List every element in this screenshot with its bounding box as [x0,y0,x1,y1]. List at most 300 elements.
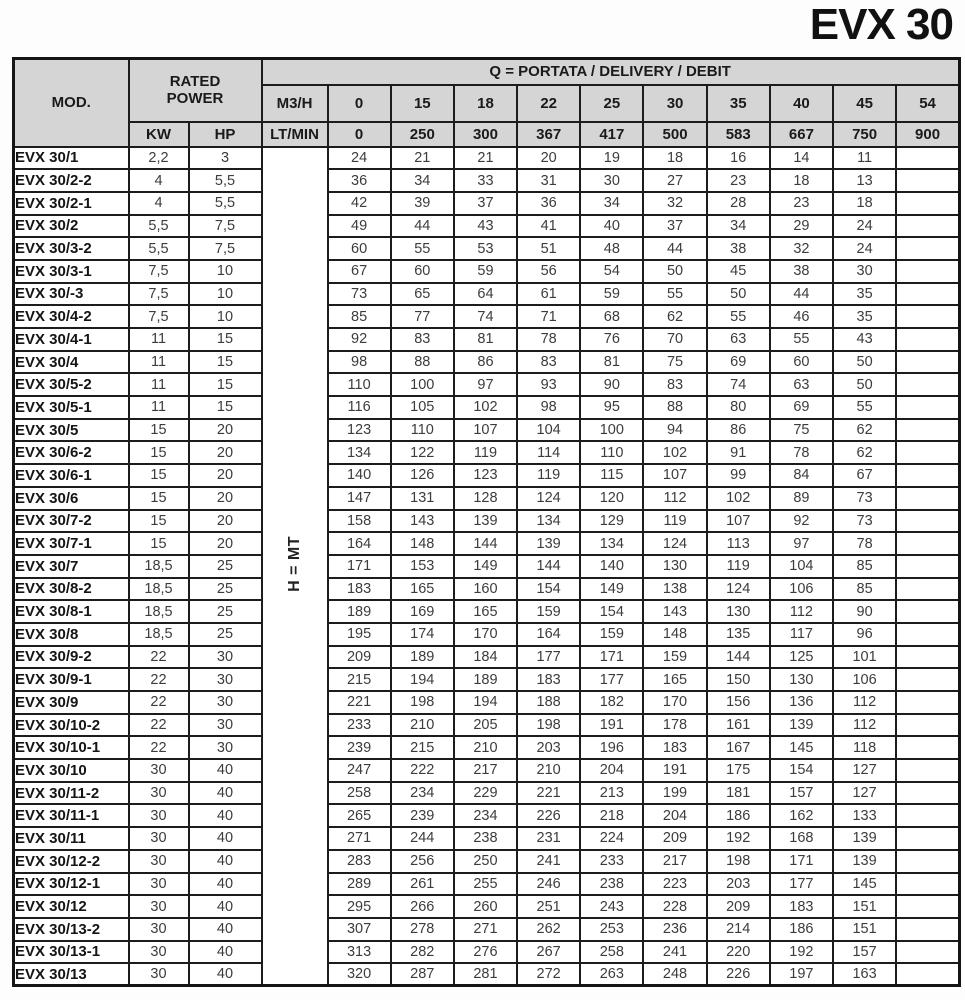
head-value-cell: 34 [391,169,454,192]
q-delivery-header: Q = PORTATA / DELIVERY / DEBIT [262,59,960,85]
head-value-cell: 170 [643,691,706,714]
model-cell: EVX 30/11-2 [14,782,129,805]
head-value-cell: 110 [580,441,643,464]
table-row [14,782,960,805]
head-value-cell: 55 [770,328,833,351]
hp-cell: 30 [189,668,262,691]
head-value-cell: 209 [707,895,770,918]
head-value-cell: 171 [580,646,643,669]
head-value-cell: 204 [643,804,706,827]
head-value-cell: 29 [770,215,833,238]
head-value-cell [896,668,959,691]
head-value-cell: 36 [517,192,580,215]
head-value-cell: 148 [391,532,454,555]
head-value-cell: 64 [454,283,517,306]
hp-cell: 5,5 [189,192,262,215]
head-value-cell: 320 [328,963,391,986]
head-value-cell: 130 [643,555,706,578]
hp-cell: 7,5 [189,215,262,238]
hp-cell: 30 [189,691,262,714]
head-value-cell: 27 [643,169,706,192]
model-cell: EVX 30/-3 [14,283,129,306]
table-row [14,464,960,487]
head-value-cell: 95 [580,396,643,419]
model-cell: EVX 30/3-1 [14,260,129,283]
head-value-cell: 37 [643,215,706,238]
head-value-cell: 119 [517,464,580,487]
head-value-cell: 48 [580,237,643,260]
model-cell: EVX 30/5-1 [14,396,129,419]
head-value-cell: 102 [707,487,770,510]
head-value-cell: 205 [454,714,517,737]
table-row [14,510,960,533]
head-value-cell: 74 [707,373,770,396]
head-value-cell: 97 [770,532,833,555]
head-value-cell: 92 [328,328,391,351]
head-value-cell: 104 [770,555,833,578]
hp-cell: 25 [189,555,262,578]
head-value-cell: 144 [454,532,517,555]
head-value-cell: 183 [643,736,706,759]
kw-cell: 15 [129,487,189,510]
head-value-cell: 38 [707,237,770,260]
head-value-cell: 98 [328,351,391,374]
ltmin-value-cell: 0 [328,122,391,147]
model-cell: EVX 30/10 [14,759,129,782]
head-value-cell: 18 [833,192,896,215]
head-value-cell: 183 [770,895,833,918]
head-value-cell: 307 [328,918,391,941]
kw-cell: 30 [129,941,189,964]
head-value-cell [896,328,959,351]
head-value-cell: 289 [328,873,391,896]
head-value-cell: 119 [454,441,517,464]
head-value-cell: 50 [707,283,770,306]
head-value-cell: 199 [643,782,706,805]
head-value-cell: 189 [328,600,391,623]
head-value-cell: 76 [580,328,643,351]
head-value-cell: 186 [770,918,833,941]
head-value-cell: 122 [391,441,454,464]
head-value-cell: 168 [770,827,833,850]
model-cell: EVX 30/7-2 [14,510,129,533]
model-cell: EVX 30/2-1 [14,192,129,215]
head-value-cell: 13 [833,169,896,192]
head-value-cell: 138 [643,578,706,601]
model-cell: EVX 30/1 [14,147,129,170]
model-cell: EVX 30/2-2 [14,169,129,192]
model-cell: EVX 30/5-2 [14,373,129,396]
model-cell: EVX 30/7-1 [14,532,129,555]
m3h-value-cell: 40 [770,85,833,122]
model-cell: EVX 30/9-2 [14,646,129,669]
head-value-cell: 119 [707,555,770,578]
model-cell: EVX 30/6-1 [14,464,129,487]
head-value-cell: 85 [833,555,896,578]
head-value-cell: 229 [454,782,517,805]
head-value-cell: 53 [454,237,517,260]
kw-cell: 11 [129,328,189,351]
head-value-cell: 255 [454,873,517,896]
kw-cell: 11 [129,396,189,419]
hp-cell: 15 [189,328,262,351]
head-value-cell: 83 [643,373,706,396]
head-value-cell: 84 [770,464,833,487]
head-value-cell: 171 [770,850,833,873]
head-value-cell: 160 [454,578,517,601]
table-header [14,59,960,147]
head-value-cell: 144 [707,646,770,669]
head-value-cell [896,736,959,759]
head-value-cell [896,691,959,714]
head-value-cell: 203 [517,736,580,759]
head-value-cell: 43 [833,328,896,351]
head-value-cell: 188 [517,691,580,714]
head-value-cell: 36 [328,169,391,192]
head-value-cell: 215 [328,668,391,691]
head-value-cell: 177 [580,668,643,691]
table-row [14,668,960,691]
head-value-cell: 136 [770,691,833,714]
head-value-cell: 128 [454,487,517,510]
head-value-cell: 89 [770,487,833,510]
head-value-cell: 171 [328,555,391,578]
head-value-cell: 73 [833,510,896,533]
kw-cell: 4 [129,169,189,192]
model-cell: EVX 30/11-1 [14,804,129,827]
model-cell: EVX 30/10-2 [14,714,129,737]
hp-cell: 40 [189,850,262,873]
hp-cell: 30 [189,736,262,759]
kw-cell: 22 [129,646,189,669]
hp-cell: 20 [189,464,262,487]
kw-cell: 30 [129,895,189,918]
head-value-cell: 100 [580,419,643,442]
head-value-cell: 104 [517,419,580,442]
head-value-cell: 149 [580,578,643,601]
head-value-cell: 125 [770,646,833,669]
head-value-cell: 31 [517,169,580,192]
head-value-cell: 30 [833,260,896,283]
m3h-value-cell: 22 [517,85,580,122]
page-title: EVX 30 [809,0,953,49]
head-value-cell: 35 [833,283,896,306]
hp-cell: 10 [189,260,262,283]
head-value-cell: 157 [833,941,896,964]
head-value-cell [896,169,959,192]
head-value-cell: 59 [454,260,517,283]
kw-cell: 2,2 [129,147,189,170]
head-value-cell: 198 [517,714,580,737]
ltmin-value-cell: 583 [707,122,770,147]
head-value-cell: 73 [328,283,391,306]
model-cell: EVX 30/12 [14,895,129,918]
head-value-cell: 154 [770,759,833,782]
head-value-cell: 23 [707,169,770,192]
head-value-cell: 107 [707,510,770,533]
head-value-cell: 61 [517,283,580,306]
hp-cell: 25 [189,623,262,646]
model-cell: EVX 30/10-1 [14,736,129,759]
head-value-cell: 158 [328,510,391,533]
m3h-value-cell: 45 [833,85,896,122]
head-value-cell: 262 [517,918,580,941]
head-value-cell: 98 [517,396,580,419]
head-value-cell [896,827,959,850]
head-value-cell: 186 [707,804,770,827]
head-value-cell: 248 [643,963,706,986]
head-value-cell [896,373,959,396]
head-value-cell: 223 [643,873,706,896]
model-cell: EVX 30/9-1 [14,668,129,691]
head-value-cell [896,283,959,306]
head-value-cell [896,804,959,827]
header-row-ltmin [14,122,960,147]
table-row [14,169,960,192]
head-value-cell: 143 [643,600,706,623]
head-value-cell: 194 [391,668,454,691]
head-value-cell: 139 [454,510,517,533]
head-value-cell: 42 [328,192,391,215]
head-value-cell: 60 [391,260,454,283]
hp-cell: 3 [189,147,262,170]
table-row [14,714,960,737]
table-row [14,283,960,306]
head-value-cell: 170 [454,623,517,646]
table-row [14,441,960,464]
model-cell: EVX 30/6-2 [14,441,129,464]
head-value-cell: 69 [707,351,770,374]
head-value-cell: 18 [643,147,706,170]
hp-cell: 30 [189,646,262,669]
head-value-cell: 189 [454,668,517,691]
head-value-cell: 209 [643,827,706,850]
head-value-cell: 74 [454,305,517,328]
head-value-cell: 85 [833,578,896,601]
head-value-cell: 65 [391,283,454,306]
head-value-cell: 69 [770,396,833,419]
model-cell: EVX 30/8-1 [14,600,129,623]
head-value-cell: 251 [517,895,580,918]
kw-cell: 15 [129,532,189,555]
head-value-cell: 100 [391,373,454,396]
table-row [14,237,960,260]
head-value-cell: 139 [833,850,896,873]
head-value-cell: 151 [833,895,896,918]
model-cell: EVX 30/7 [14,555,129,578]
table-row [14,578,960,601]
kw-cell: 22 [129,714,189,737]
head-value-cell: 39 [391,192,454,215]
head-value-cell: 154 [517,578,580,601]
head-value-cell: 150 [707,668,770,691]
head-value-cell: 114 [517,441,580,464]
table-row [14,192,960,215]
head-value-cell: 194 [454,691,517,714]
head-value-cell: 126 [391,464,454,487]
head-value-cell [896,396,959,419]
head-value-cell: 174 [391,623,454,646]
head-value-cell: 112 [833,691,896,714]
head-value-cell: 222 [391,759,454,782]
head-value-cell: 214 [707,918,770,941]
head-value-cell: 197 [770,963,833,986]
head-value-cell: 263 [580,963,643,986]
head-value-cell: 177 [770,873,833,896]
hp-cell: 40 [189,782,262,805]
head-value-cell: 203 [707,873,770,896]
head-value-cell: 276 [454,941,517,964]
head-value-cell: 34 [580,192,643,215]
head-value-cell: 145 [833,873,896,896]
head-value-cell [896,419,959,442]
head-value-cell: 149 [454,555,517,578]
table-row [14,918,960,941]
kw-cell: 4 [129,192,189,215]
table-row [14,895,960,918]
head-value-cell: 204 [580,759,643,782]
head-value-cell: 175 [707,759,770,782]
kw-cell: 22 [129,736,189,759]
head-value-cell: 28 [707,192,770,215]
head-value-cell: 24 [833,237,896,260]
model-cell: EVX 30/13-2 [14,918,129,941]
hp-cell: 40 [189,759,262,782]
hp-cell: 25 [189,600,262,623]
head-value-cell: 148 [643,623,706,646]
kw-cell: 30 [129,873,189,896]
m3h-value-cell: 25 [580,85,643,122]
pump-spec-table [12,57,961,987]
head-value-cell: 49 [328,215,391,238]
kw-cell: 7,5 [129,283,189,306]
kw-cell: 5,5 [129,215,189,238]
head-value-cell: 127 [833,782,896,805]
head-value-cell: 127 [833,759,896,782]
head-value-cell: 70 [643,328,706,351]
head-value-cell: 14 [770,147,833,170]
col-header-mod: MOD. [14,59,129,147]
head-value-cell: 130 [770,668,833,691]
table-row [14,804,960,827]
head-value-cell: 282 [391,941,454,964]
kw-cell: 30 [129,850,189,873]
head-value-cell [896,215,959,238]
head-value-cell: 55 [391,237,454,260]
head-value-cell: 45 [707,260,770,283]
table-row [14,941,960,964]
head-value-cell: 243 [580,895,643,918]
model-cell: EVX 30/5 [14,419,129,442]
table-row [14,260,960,283]
m3h-value-cell: 30 [643,85,706,122]
head-value-cell: 147 [328,487,391,510]
kw-cell: 18,5 [129,623,189,646]
head-value-cell: 80 [707,396,770,419]
kw-cell: 30 [129,827,189,850]
hp-cell: 40 [189,918,262,941]
head-value-cell: 239 [328,736,391,759]
head-value-cell: 86 [707,419,770,442]
head-value-cell: 68 [580,305,643,328]
head-value-cell: 119 [643,510,706,533]
head-value-cell: 46 [770,305,833,328]
head-value-cell: 183 [517,668,580,691]
table-row [14,736,960,759]
ltmin-value-cell: 250 [391,122,454,147]
kw-cell: 15 [129,510,189,533]
head-value-cell: 99 [707,464,770,487]
head-value-cell: 75 [770,419,833,442]
head-value-cell: 34 [707,215,770,238]
head-value-cell: 20 [517,147,580,170]
head-value-cell: 220 [707,941,770,964]
head-value-cell: 217 [454,759,517,782]
model-cell: EVX 30/12-1 [14,873,129,896]
head-value-cell: 23 [770,192,833,215]
head-value-cell: 35 [833,305,896,328]
kw-cell: 30 [129,963,189,986]
head-value-cell [896,305,959,328]
kw-cell: 22 [129,691,189,714]
head-value-cell [896,600,959,623]
head-value-cell: 83 [517,351,580,374]
head-value-cell: 44 [391,215,454,238]
head-value-cell: 140 [328,464,391,487]
head-value-cell: 163 [833,963,896,986]
head-value-cell [896,623,959,646]
head-value-cell: 165 [643,668,706,691]
table-row [14,691,960,714]
head-value-cell: 16 [707,147,770,170]
model-cell: EVX 30/13 [14,963,129,986]
ltmin-value-cell: 367 [517,122,580,147]
head-value-cell: 88 [643,396,706,419]
head-value-cell: 60 [328,237,391,260]
hp-cell: 20 [189,487,262,510]
head-value-cell [896,918,959,941]
head-value-cell: 234 [454,804,517,827]
head-value-cell: 162 [770,804,833,827]
head-value-cell: 151 [833,918,896,941]
head-value-cell: 90 [580,373,643,396]
head-value-cell: 134 [328,441,391,464]
table-row [14,305,960,328]
head-value-cell: 129 [580,510,643,533]
m3h-value-cell: 15 [391,85,454,122]
head-value-cell: 144 [517,555,580,578]
hp-cell: 20 [189,510,262,533]
head-value-cell: 167 [707,736,770,759]
head-value-cell [896,873,959,896]
kw-cell: 30 [129,782,189,805]
head-value-cell: 238 [454,827,517,850]
head-value-cell: 107 [643,464,706,487]
hp-cell: 15 [189,396,262,419]
ltmin-value-cell: 750 [833,122,896,147]
model-cell: EVX 30/3-2 [14,237,129,260]
head-value-cell: 278 [391,918,454,941]
head-value-cell: 157 [770,782,833,805]
head-value-cell: 124 [707,578,770,601]
head-value-cell: 118 [833,736,896,759]
kw-cell: 15 [129,441,189,464]
table-row [14,351,960,374]
head-value-cell: 18 [770,169,833,192]
h-mt-cell [262,147,328,986]
kw-cell: 30 [129,759,189,782]
head-value-cell: 238 [580,873,643,896]
